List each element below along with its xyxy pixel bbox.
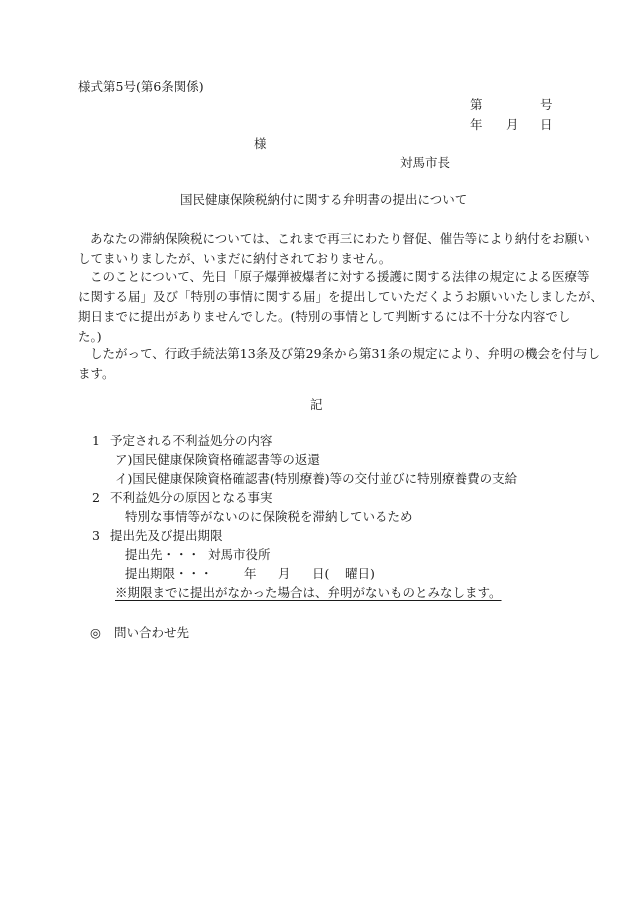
item-3-number: 3 — [92, 528, 100, 543]
item-1-i: イ)国民健康保険資格確認書(特別療養)等の交付並びに特別療養費の支給 — [115, 471, 518, 486]
contact-mark: ◎ — [90, 625, 101, 640]
item-3-heading: 提出先及び提出期限 — [110, 528, 223, 543]
form-number: 様式第5号(第6条関係) — [78, 79, 204, 94]
ki-heading: 記 — [310, 397, 323, 412]
item-1-number: 1 — [92, 433, 100, 448]
item-2-number: 2 — [92, 490, 100, 505]
date-day: 日 — [540, 117, 553, 132]
paragraph-2-line-1: このことについて、先日「原子爆弾被爆者に対する援護に関する法律の規定による医療等 — [90, 269, 590, 284]
date-year: 年 — [470, 117, 483, 132]
paragraph-1-line-2: してまいりましたが、いまだに納付されておりません。 — [78, 251, 392, 266]
deadline-day: 日( — [312, 566, 330, 581]
paragraph-3-line-2: ます。 — [78, 366, 115, 381]
sender: 対馬市長 — [400, 155, 451, 170]
paragraph-3 — [78, 344, 600, 384]
paragraph-2 — [78, 267, 604, 347]
deadline-label: 提出期限・・・ — [125, 566, 213, 581]
paragraph-2-line-2: に関する届」及び「特別の事情に関する届」を提出していただくようお願いいたしましたが、 — [78, 289, 604, 304]
date-month: 月 — [506, 117, 519, 132]
deadline-note: ※期限までに提出がなかった場合は、弁明がないものとみなします。 — [115, 585, 502, 600]
deadline-month: 月 — [278, 566, 291, 581]
deadline-weekday: 曜日) — [345, 566, 375, 581]
item-1-heading: 予定される不利益処分の内容 — [110, 433, 273, 448]
addressee-suffix: 様 — [254, 136, 267, 151]
doc-number-prefix: 第 — [470, 97, 483, 112]
item-2-heading: 不利益処分の原因となる事実 — [110, 490, 273, 505]
doc-number-suffix: 号 — [540, 97, 553, 112]
paragraph-2-line-4: た。) — [78, 329, 102, 344]
document-title: 国民健康保険税納付に関する弁明書の提出について — [180, 192, 468, 207]
item-2-reason: 特別な事情等がないのに保険税を滞納しているため — [125, 509, 413, 524]
item-1-a: ア)国民健康保険資格確認書等の返還 — [115, 452, 320, 467]
paragraph-1-line-1: あなたの滞納保険税については、これまで再三にわたり督促、催告等により納付をお願い — [90, 231, 590, 246]
destination-label: 提出先・・・ — [125, 547, 201, 562]
contact-label: 問い合わせ先 — [114, 625, 190, 640]
paragraph-3-line-1: したがって、行政手続法第13条及び第29条から第31条の規定により、弁明の機会を付与し — [90, 346, 600, 361]
paragraph-1 — [78, 229, 590, 269]
destination-value: 対馬市役所 — [208, 547, 271, 562]
deadline-year: 年 — [244, 566, 257, 581]
paragraph-2-line-3: 期日までに提出がありませんでした。(特別の事情として判断するには不十分な内容でし — [78, 309, 571, 324]
